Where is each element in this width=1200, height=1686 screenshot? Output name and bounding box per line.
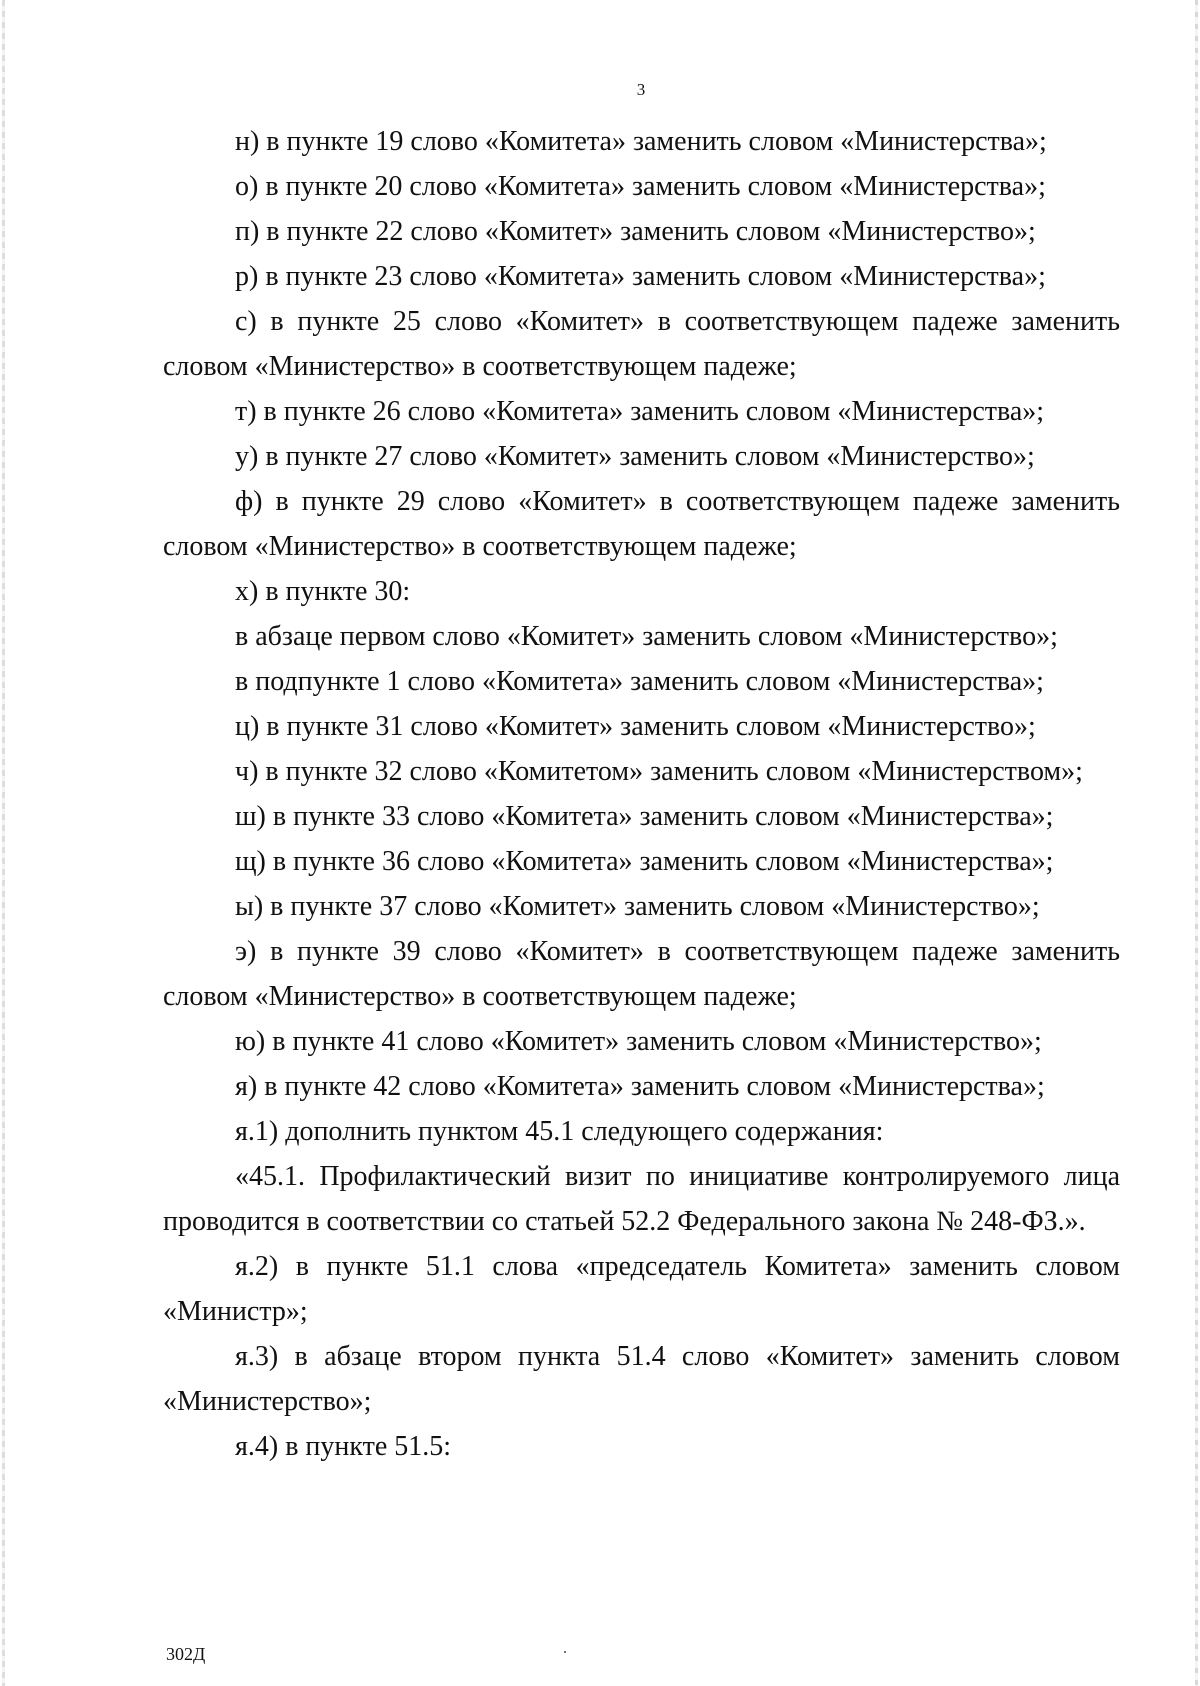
paragraph-sh: ш) в пункте 33 слово «Комитета» заменить словом «Министерства»; — [235, 801, 1054, 832]
paragraph-ch: ч) в пункте 32 слово «Комитетом» заменить словом «Министерством»; — [235, 756, 1083, 787]
paragraph-f: ф) в пункте 29 слово «Комитет» в соответствующем падеже заменить словом «Министерство» в соответствующем падеже; — [163, 486, 1120, 562]
paragraph-quote-45-1: «45.1. Профилактический визит по инициативе контролируемого лица проводится в соответствии со статьей 52.2 Федерального закона № 248-ФЗ.». — [163, 1161, 1120, 1237]
paragraph-shch: щ) в пункте 36 слово «Комитета» заменить словом «Министерства»; — [235, 846, 1054, 877]
paragraph-o: о) в пункте 20 слово «Комитета» заменить словом «Министерства»; — [235, 171, 1046, 202]
paragraph-ya-4: я.4) в пункте 51.5: — [235, 1431, 452, 1462]
paragraph-p: п) в пункте 22 слово «Комитет» заменить словом «Министерство»; — [235, 216, 1036, 247]
paragraph-ts: ц) в пункте 31 слово «Комитет» заменить словом «Министерство»; — [235, 711, 1036, 742]
paragraph-n: н) в пункте 19 слово «Комитета» заменить словом «Министерства»; — [235, 126, 1047, 157]
paragraph-ya-3: я.3) в абзаце втором пункта 51.4 слово «Комитет» заменить словом «Министерство»; — [163, 1341, 1120, 1417]
paragraph-kh-podpunkt: в подпункте 1 слово «Комитета» заменить словом «Министерства»; — [235, 666, 1044, 697]
document-body — [163, 119, 1120, 1469]
paragraph-ya-1: я.1) дополнить пунктом 45.1 следующего содержания: — [235, 1116, 884, 1147]
scan-edge-right — [1195, 0, 1198, 1686]
paragraph-ya-2: я.2) в пункте 51.1 слова «председатель Комитета» заменить словом «Министр»; — [163, 1251, 1120, 1327]
scan-edge-left — [2, 0, 5, 1686]
paragraph-kh: х) в пункте 30: — [235, 576, 411, 607]
paragraph-yu: ю) в пункте 41 слово «Комитет» заменить словом «Министерство»; — [235, 1026, 1042, 1057]
paragraph-r: р) в пункте 23 слово «Комитета» заменить словом «Министерства»; — [235, 261, 1046, 292]
paragraph-s: с) в пункте 25 слово «Комитет» в соответствующем падеже заменить словом «Министерство» в соответствующем падеже; — [163, 306, 1120, 382]
footer-document-code: 302Д — [166, 1644, 206, 1664]
scan-speck — [564, 1651, 566, 1653]
paragraph-ya: я) в пункте 42 слово «Комитета» заменить словом «Министерства»; — [235, 1071, 1045, 1102]
page-number: 3 — [636, 80, 646, 99]
paragraph-t: т) в пункте 26 слово «Комитета» заменить словом «Министерства»; — [235, 396, 1045, 427]
paragraph-e: э) в пункте 39 слово «Комитет» в соответствующем падеже заменить словом «Министерство» в соответствующем падеже; — [163, 936, 1120, 1012]
paragraph-y: ы) в пункте 37 слово «Комитет» заменить словом «Министерство»; — [235, 891, 1040, 922]
paragraph-u: у) в пункте 27 слово «Комитет» заменить словом «Министерство»; — [235, 441, 1035, 472]
paragraph-kh-abzac: в абзаце первом слово «Комитет» заменить словом «Министерство»; — [235, 621, 1058, 652]
